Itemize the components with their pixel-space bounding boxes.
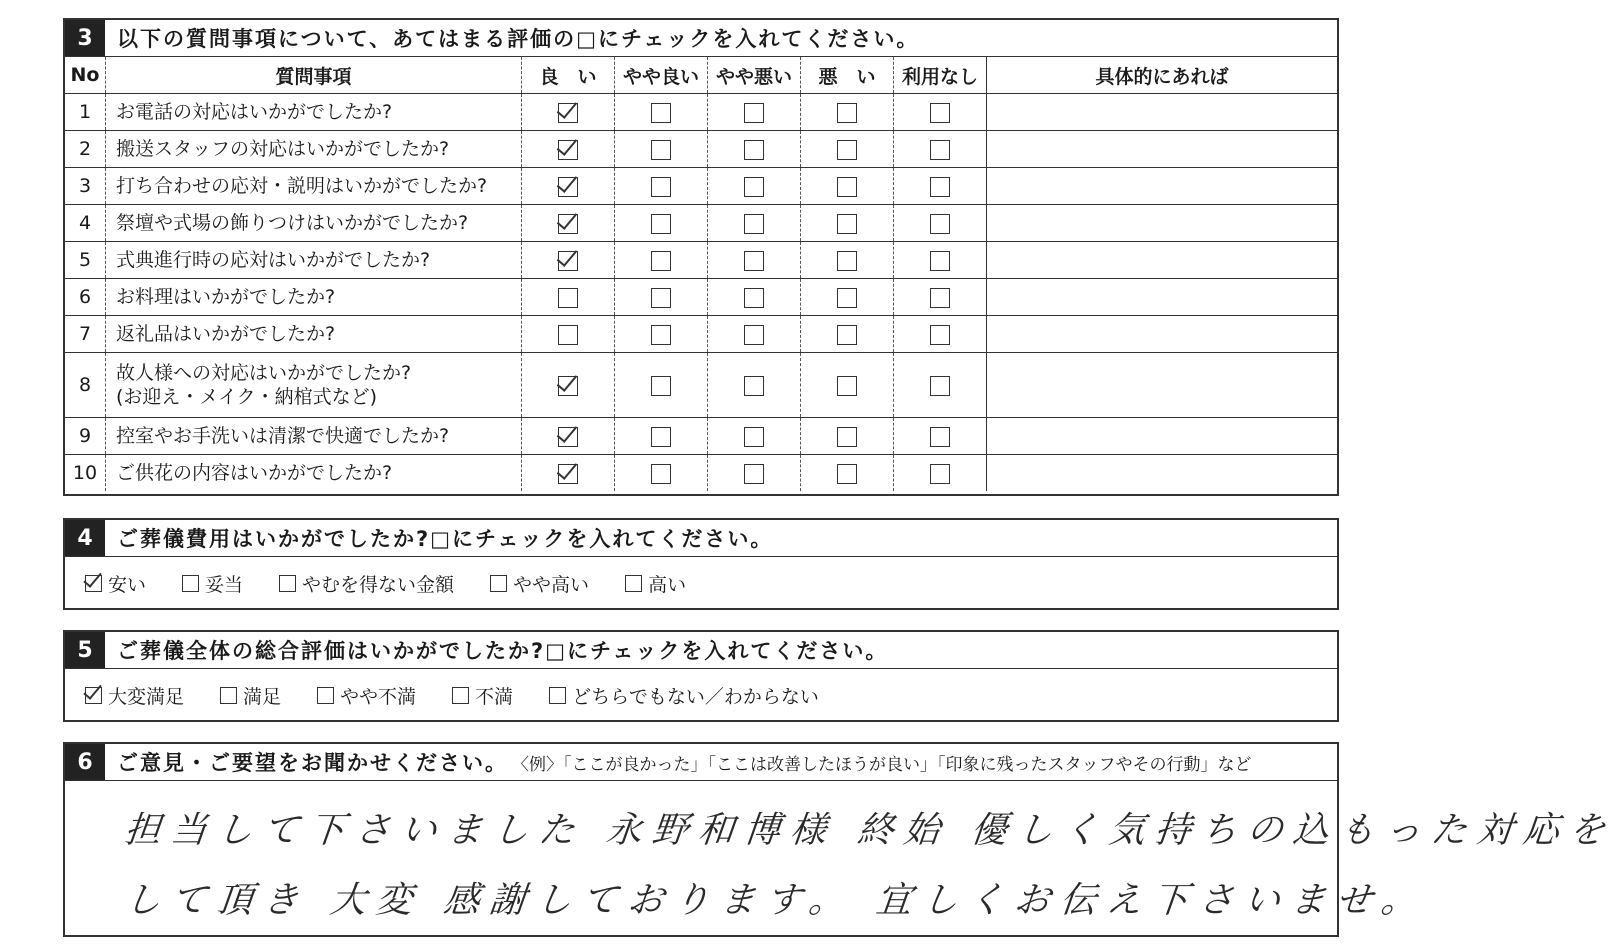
rating-cell — [801, 242, 894, 279]
rating-cell — [615, 94, 708, 131]
checkbox[interactable] — [930, 140, 950, 160]
rating-cell — [522, 279, 615, 316]
checkbox[interactable] — [220, 687, 237, 704]
rating-cell — [615, 455, 708, 492]
table-row — [65, 94, 1337, 131]
checkbox[interactable] — [490, 575, 507, 592]
row-number: 3 — [65, 168, 106, 205]
cost-option-label: 安い — [108, 573, 147, 596]
checkbox[interactable] — [651, 376, 671, 396]
rating-cell — [708, 418, 801, 455]
rating-cell — [708, 242, 801, 279]
rating-cell — [894, 131, 987, 168]
rating-cell — [801, 455, 894, 492]
checkbox[interactable] — [744, 214, 764, 234]
checkbox[interactable] — [651, 177, 671, 197]
rating-cell — [522, 242, 615, 279]
survey-section-4 — [63, 518, 1339, 610]
note-cell[interactable] — [987, 418, 1338, 455]
note-cell[interactable] — [987, 205, 1338, 242]
rating-cell — [522, 94, 615, 131]
question-cell — [106, 455, 522, 492]
checkbox[interactable] — [930, 177, 950, 197]
rating-cell — [894, 279, 987, 316]
checkbox[interactable] — [651, 427, 671, 447]
cost-option-label: やむを得ない金額 — [302, 573, 455, 596]
rating-cell — [708, 316, 801, 353]
checked-checkbox[interactable] — [558, 214, 578, 234]
overall-options — [65, 669, 1337, 721]
question-text: 控室やお手洗いは清潔で快適でしたか? — [116, 425, 450, 447]
rating-cell — [801, 168, 894, 205]
row-number: 4 — [65, 205, 106, 242]
checked-checkbox[interactable] — [558, 376, 578, 396]
checkbox[interactable] — [837, 140, 857, 160]
header-question: 質問事項 — [106, 57, 522, 94]
checkbox[interactable] — [837, 214, 857, 234]
checkbox[interactable] — [930, 103, 950, 123]
rating-cell — [615, 353, 708, 418]
section-3-title: 以下の質問事項について、あてはまる評価の□にチェックを入れてください。 — [117, 27, 920, 51]
checkbox[interactable] — [837, 103, 857, 123]
checked-checkbox[interactable] — [85, 575, 102, 592]
question-text: 搬送スタッフの対応はいかがでしたか? — [116, 138, 450, 160]
question-table — [65, 57, 1337, 491]
checkbox[interactable] — [625, 575, 642, 592]
checkbox[interactable] — [837, 288, 857, 308]
section-4-number: 4 — [65, 520, 105, 556]
rating-cell — [522, 353, 615, 418]
note-cell[interactable] — [987, 455, 1338, 492]
survey-section-5 — [63, 630, 1339, 722]
rating-cell — [615, 418, 708, 455]
checkbox[interactable] — [549, 687, 566, 704]
checkbox[interactable] — [930, 251, 950, 271]
rating-cell — [894, 168, 987, 205]
row-number: 2 — [65, 131, 106, 168]
cost-option[interactable] — [490, 570, 589, 597]
rating-cell — [708, 353, 801, 418]
checkbox[interactable] — [744, 140, 764, 160]
survey-section-6 — [63, 742, 1618, 937]
rating-cell — [708, 279, 801, 316]
rating-cell — [801, 353, 894, 418]
question-text: 故人様への対応はいかがでしたか? — [116, 362, 412, 384]
checkbox[interactable] — [744, 177, 764, 197]
checkbox[interactable] — [744, 103, 764, 123]
cost-option[interactable] — [625, 570, 686, 597]
note-cell[interactable] — [987, 279, 1338, 316]
checkbox[interactable] — [651, 214, 671, 234]
checkbox[interactable] — [837, 376, 857, 396]
cost-options — [65, 557, 1337, 609]
question-text: 打ち合わせの応対・説明はいかがでしたか? — [116, 175, 488, 197]
section-4-title: ご葬儀費用はいかがでしたか?□にチェックを入れてください。 — [117, 527, 774, 551]
question-text: お料理はいかがでしたか? — [116, 286, 336, 308]
checkbox[interactable] — [837, 251, 857, 271]
checkbox[interactable] — [452, 687, 469, 704]
row-number: 1 — [65, 94, 106, 131]
question-cell — [106, 353, 522, 418]
section-5-number: 5 — [65, 632, 105, 668]
header-option-good: 良 い — [522, 57, 615, 94]
row-number: 7 — [65, 316, 106, 353]
rating-cell — [522, 168, 615, 205]
header-option-fairly-good: やや良い — [615, 57, 708, 94]
question-subtext: (お迎え・メイク・納棺式など) — [116, 386, 378, 408]
rating-cell — [522, 205, 615, 242]
cost-option-label: やや高い — [513, 573, 590, 596]
checked-checkbox[interactable] — [85, 687, 102, 704]
checkbox[interactable] — [930, 325, 950, 345]
question-cell — [106, 94, 522, 131]
cost-option-label: 高い — [648, 573, 687, 596]
question-cell — [106, 131, 522, 168]
checkbox[interactable] — [837, 177, 857, 197]
note-cell[interactable] — [987, 131, 1338, 168]
rating-cell — [894, 205, 987, 242]
cost-option[interactable] — [182, 570, 243, 597]
rating-cell — [801, 418, 894, 455]
rating-cell — [522, 316, 615, 353]
overall-option[interactable] — [452, 682, 513, 709]
row-number: 6 — [65, 279, 106, 316]
rating-cell — [615, 205, 708, 242]
table-row — [65, 242, 1337, 279]
header-no: No — [65, 57, 106, 94]
rating-cell — [708, 131, 801, 168]
checkbox[interactable] — [930, 376, 950, 396]
table-row — [65, 205, 1337, 242]
section-4-header — [65, 520, 1337, 557]
checkbox[interactable] — [279, 575, 296, 592]
rating-cell — [522, 455, 615, 492]
checkbox[interactable] — [744, 251, 764, 271]
table-row — [65, 455, 1337, 492]
table-row — [65, 168, 1337, 205]
question-cell — [106, 279, 522, 316]
section-5-title: ご葬儀全体の総合評価はいかがでしたか?□にチェックを入れてください。 — [117, 639, 889, 663]
checked-checkbox[interactable] — [558, 103, 578, 123]
checkbox[interactable] — [837, 427, 857, 447]
rating-cell — [894, 242, 987, 279]
rating-cell — [894, 94, 987, 131]
question-cell — [106, 168, 522, 205]
table-row — [65, 353, 1337, 418]
rating-cell — [894, 316, 987, 353]
handwritten-comment-line-2: して頂き 大変 感謝しております。 宜しくお伝え下さいませ。 — [122, 880, 1430, 921]
checkbox[interactable] — [744, 325, 764, 345]
table-row — [65, 316, 1337, 353]
rating-cell — [894, 455, 987, 492]
checked-checkbox[interactable] — [558, 251, 578, 271]
checkbox[interactable] — [651, 251, 671, 271]
checkbox[interactable] — [651, 325, 671, 345]
rating-cell — [615, 279, 708, 316]
rating-cell — [522, 418, 615, 455]
checkbox[interactable] — [182, 575, 199, 592]
header-note: 具体的にあれば — [987, 57, 1338, 94]
rating-cell — [615, 242, 708, 279]
question-text: 返礼品はいかがでしたか? — [116, 323, 336, 345]
checkbox[interactable] — [651, 103, 671, 123]
rating-cell — [615, 131, 708, 168]
rating-cell — [894, 418, 987, 455]
rating-cell — [801, 94, 894, 131]
section-6-title: ご意見・ご要望をお聞かせください。 — [117, 751, 508, 775]
row-number: 9 — [65, 418, 106, 455]
question-text: お電話の対応はいかがでしたか? — [116, 101, 393, 123]
rating-cell — [801, 279, 894, 316]
table-header-row — [65, 57, 1337, 94]
checkbox[interactable] — [744, 427, 764, 447]
checkbox[interactable] — [558, 288, 578, 308]
cost-option[interactable] — [279, 570, 454, 597]
rating-cell — [801, 205, 894, 242]
survey-section-3 — [63, 18, 1339, 496]
rating-cell — [708, 205, 801, 242]
checkbox[interactable] — [744, 464, 764, 484]
note-cell[interactable] — [987, 94, 1338, 131]
question-text: 式典進行時の応対はいかがでしたか? — [116, 249, 431, 271]
question-text: 祭壇や式場の飾りつけはいかがでしたか? — [116, 212, 469, 234]
row-number: 10 — [65, 455, 106, 492]
row-number: 5 — [65, 242, 106, 279]
checkbox[interactable] — [744, 288, 764, 308]
rating-cell — [615, 316, 708, 353]
cost-option[interactable] — [85, 570, 146, 597]
rating-cell — [708, 168, 801, 205]
checkbox[interactable] — [837, 464, 857, 484]
rating-cell — [801, 316, 894, 353]
checkbox[interactable] — [930, 464, 950, 484]
header-option-bad: 悪 い — [801, 57, 894, 94]
cost-option-label: 妥当 — [205, 573, 244, 596]
section-3-header — [65, 20, 1337, 57]
rating-cell — [801, 131, 894, 168]
overall-option-label: どちらでもない／わからない — [572, 685, 819, 708]
note-cell[interactable] — [987, 353, 1338, 418]
note-cell[interactable] — [987, 316, 1338, 353]
rating-cell — [894, 353, 987, 418]
overall-option-label: 不満 — [475, 685, 514, 708]
table-row — [65, 131, 1337, 168]
overall-option-label: やや不満 — [340, 685, 417, 708]
overall-option-label: 満足 — [243, 685, 282, 708]
question-cell — [106, 242, 522, 279]
question-text: ご供花の内容はいかがでしたか? — [116, 462, 393, 484]
checkbox[interactable] — [651, 464, 671, 484]
checked-checkbox[interactable] — [558, 464, 578, 484]
rating-cell — [522, 131, 615, 168]
checkbox[interactable] — [651, 288, 671, 308]
checkbox[interactable] — [930, 214, 950, 234]
section-5-header — [65, 632, 1337, 669]
section-3-number: 3 — [65, 20, 105, 56]
checkbox[interactable] — [930, 288, 950, 308]
overall-option[interactable] — [85, 682, 184, 709]
overall-option[interactable] — [549, 682, 819, 709]
checked-checkbox[interactable] — [558, 177, 578, 197]
handwritten-comment-line-1: 担当して下さいました 永野和博様 終始 優しく気持ちの込もった対応を — [122, 810, 1618, 851]
section-6-example: 〈例〉「ここが良かった」「ここは改善したほうが良い」「印象に残ったスタッフやその行動」など — [512, 754, 1252, 775]
overall-option-label: 大変満足 — [108, 685, 185, 708]
note-cell[interactable] — [987, 168, 1338, 205]
section-6-header — [65, 744, 1337, 781]
rating-cell — [708, 455, 801, 492]
header-option-not-used: 利用なし — [894, 57, 987, 94]
rating-cell — [615, 168, 708, 205]
header-option-fairly-bad: やや悪い — [708, 57, 801, 94]
row-number: 8 — [65, 353, 106, 418]
question-cell — [106, 316, 522, 353]
table-row — [65, 418, 1337, 455]
checkbox[interactable] — [837, 325, 857, 345]
overall-option[interactable] — [220, 682, 281, 709]
checked-checkbox[interactable] — [558, 140, 578, 160]
checkbox[interactable] — [930, 427, 950, 447]
note-cell[interactable] — [987, 242, 1338, 279]
checkbox[interactable] — [558, 325, 578, 345]
question-cell — [106, 418, 522, 455]
checkbox[interactable] — [744, 376, 764, 396]
question-cell — [106, 205, 522, 242]
checkbox[interactable] — [651, 140, 671, 160]
section-6-number: 6 — [65, 744, 105, 780]
rating-cell — [708, 94, 801, 131]
table-row — [65, 279, 1337, 316]
checked-checkbox[interactable] — [558, 427, 578, 447]
checkbox[interactable] — [317, 687, 334, 704]
overall-option[interactable] — [317, 682, 416, 709]
